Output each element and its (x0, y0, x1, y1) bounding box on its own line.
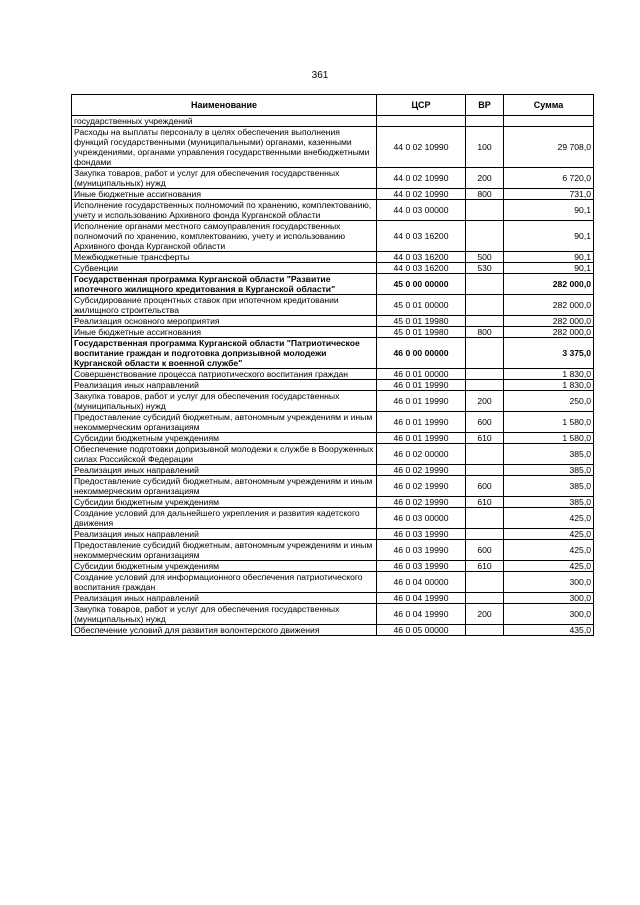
cell-sum: 6 720,0 (504, 168, 594, 189)
budget-table (71, 94, 594, 636)
cell-vr (466, 200, 504, 221)
cell-csr: 46 0 03 00000 (377, 508, 466, 529)
cell-sum: 1 580,0 (504, 412, 594, 433)
table-row (72, 593, 594, 604)
cell-sum: 300,0 (504, 593, 594, 604)
cell-vr: 600 (466, 476, 504, 497)
table-row (72, 127, 594, 168)
cell-name: Государственная программа Курганской области "Патриотическое воспитание граждан и подготовка допризывной молодежи Курганской области к военной службе" (72, 338, 377, 369)
cell-sum: 385,0 (504, 444, 594, 465)
cell-csr: 45 0 00 00000 (377, 274, 466, 295)
table-row (72, 380, 594, 391)
header-csr: ЦСР (377, 95, 466, 116)
cell-vr: 500 (466, 252, 504, 263)
cell-name: Межбюджетные трансферты (72, 252, 377, 263)
cell-csr: 46 0 01 19990 (377, 380, 466, 391)
table-row (72, 465, 594, 476)
table-row (72, 497, 594, 508)
table-row (72, 327, 594, 338)
cell-name: Совершенствование процесса патриотического воспитания граждан (72, 369, 377, 380)
cell-sum: 425,0 (504, 508, 594, 529)
cell-vr: 200 (466, 168, 504, 189)
cell-csr: 45 0 01 00000 (377, 295, 466, 316)
cell-vr (466, 295, 504, 316)
table-row (72, 168, 594, 189)
cell-sum: 385,0 (504, 476, 594, 497)
cell-csr: 44 0 03 16200 (377, 263, 466, 274)
cell-sum: 300,0 (504, 604, 594, 625)
cell-csr: 44 0 03 00000 (377, 200, 466, 221)
cell-csr: 46 0 01 00000 (377, 369, 466, 380)
cell-name: Государственная программа Курганской области "Развитие ипотечного жилищного кредитования в Курганской области" (72, 274, 377, 295)
cell-name: Реализация иных направлений (72, 380, 377, 391)
cell-csr: 46 0 05 00000 (377, 625, 466, 636)
cell-vr (466, 116, 504, 127)
cell-name: Создание условий для дальнейшего укрепления и развития кадетского движения (72, 508, 377, 529)
cell-csr: 46 0 04 19990 (377, 604, 466, 625)
table-row (72, 391, 594, 412)
table-row (72, 561, 594, 572)
cell-name: Реализация иных направлений (72, 465, 377, 476)
cell-vr: 530 (466, 263, 504, 274)
cell-csr: 46 0 01 19990 (377, 412, 466, 433)
cell-vr (466, 572, 504, 593)
cell-name: Реализация иных направлений (72, 529, 377, 540)
cell-name: Иные бюджетные ассигнования (72, 327, 377, 338)
cell-name: Исполнение органами местного самоуправления государственных полномочий по хранению, комплектованию, учету и использованию Архивного фонда Курганской области (72, 221, 377, 252)
cell-csr (377, 116, 466, 127)
cell-csr: 44 0 02 10990 (377, 168, 466, 189)
cell-vr (466, 380, 504, 391)
cell-name: Субсидии бюджетным учреждениям (72, 433, 377, 444)
cell-vr: 610 (466, 561, 504, 572)
cell-vr (466, 444, 504, 465)
cell-csr: 44 0 03 16200 (377, 221, 466, 252)
cell-csr: 46 0 02 19990 (377, 465, 466, 476)
cell-sum: 282 000,0 (504, 316, 594, 327)
cell-vr: 100 (466, 127, 504, 168)
cell-sum: 425,0 (504, 540, 594, 561)
cell-csr: 45 0 01 19980 (377, 316, 466, 327)
table-row (72, 189, 594, 200)
cell-csr: 46 0 01 19990 (377, 391, 466, 412)
cell-csr: 46 0 00 00000 (377, 338, 466, 369)
cell-csr: 46 0 02 19990 (377, 497, 466, 508)
cell-sum: 29 708,0 (504, 127, 594, 168)
cell-vr (466, 529, 504, 540)
header-sum: Сумма (504, 95, 594, 116)
cell-sum: 1 580,0 (504, 433, 594, 444)
cell-sum: 282 000,0 (504, 274, 594, 295)
cell-sum: 435,0 (504, 625, 594, 636)
table-header-row (72, 95, 594, 116)
cell-name: Предоставление субсидий бюджетным, автономным учреждениям и иным некоммерческим организациям (72, 540, 377, 561)
cell-sum: 250,0 (504, 391, 594, 412)
cell-csr: 46 0 04 19990 (377, 593, 466, 604)
cell-name: Исполнение государственных полномочий по хранению, комплектованию, учету и использованию Архивного фонда Курганской области (72, 200, 377, 221)
cell-vr: 800 (466, 189, 504, 200)
cell-name: Закупка товаров, работ и услуг для обеспечения государственных (муниципальных) нужд (72, 391, 377, 412)
table-row (72, 263, 594, 274)
table-row (72, 338, 594, 369)
cell-sum: 90,1 (504, 221, 594, 252)
header-vr: ВР (466, 95, 504, 116)
cell-name: Обеспечение условий для развития волонтерского движения (72, 625, 377, 636)
cell-sum: 90,1 (504, 200, 594, 221)
cell-csr: 46 0 03 19990 (377, 540, 466, 561)
table-row (72, 625, 594, 636)
cell-vr (466, 508, 504, 529)
cell-csr: 44 0 03 16200 (377, 252, 466, 263)
cell-name: Создание условий для информационного обеспечения патриотического воспитания граждан (72, 572, 377, 593)
cell-csr: 46 0 03 19990 (377, 529, 466, 540)
cell-name: Предоставление субсидий бюджетным, автономным учреждениям и иным некоммерческим организациям (72, 476, 377, 497)
table-row (72, 444, 594, 465)
cell-name: Предоставление субсидий бюджетным, автономным учреждениям и иным некоммерческим организациям (72, 412, 377, 433)
cell-sum: 300,0 (504, 572, 594, 593)
cell-sum: 3 375,0 (504, 338, 594, 369)
cell-name: Реализация иных направлений (72, 593, 377, 604)
cell-name: государственных учреждений (72, 116, 377, 127)
page-number: 361 (311, 70, 329, 81)
cell-vr: 600 (466, 540, 504, 561)
table-row (72, 221, 594, 252)
cell-vr: 610 (466, 433, 504, 444)
cell-vr (466, 625, 504, 636)
cell-csr: 46 0 02 00000 (377, 444, 466, 465)
table-row (72, 476, 594, 497)
cell-sum: 1 830,0 (504, 380, 594, 391)
cell-name: Закупка товаров, работ и услуг для обеспечения государственных (муниципальных) нужд (72, 168, 377, 189)
cell-sum (504, 116, 594, 127)
cell-vr (466, 465, 504, 476)
cell-name: Субсидии бюджетным учреждениям (72, 561, 377, 572)
cell-vr (466, 369, 504, 380)
cell-vr: 200 (466, 604, 504, 625)
cell-csr: 45 0 01 19980 (377, 327, 466, 338)
cell-vr (466, 593, 504, 604)
cell-csr: 44 0 02 10990 (377, 127, 466, 168)
cell-name: Субсидии бюджетным учреждениям (72, 497, 377, 508)
cell-name: Реализация основного мероприятия (72, 316, 377, 327)
cell-sum: 90,1 (504, 252, 594, 263)
table-row (72, 604, 594, 625)
cell-name: Субвенции (72, 263, 377, 274)
cell-sum: 425,0 (504, 529, 594, 540)
cell-sum: 1 830,0 (504, 369, 594, 380)
table-row (72, 572, 594, 593)
cell-csr: 46 0 03 19990 (377, 561, 466, 572)
cell-sum: 90,1 (504, 263, 594, 274)
table-row (72, 295, 594, 316)
cell-csr: 46 0 02 19990 (377, 476, 466, 497)
table-row (72, 200, 594, 221)
cell-vr: 610 (466, 497, 504, 508)
table-row (72, 274, 594, 295)
cell-csr: 44 0 02 10990 (377, 189, 466, 200)
table-row (72, 540, 594, 561)
cell-sum: 731,0 (504, 189, 594, 200)
table-body (72, 116, 594, 636)
table-row (72, 116, 594, 127)
table-row (72, 369, 594, 380)
cell-sum: 425,0 (504, 561, 594, 572)
cell-name: Обеспечение подготовки допризывной молодежи к службе в Вооруженных силах Российской Федерации (72, 444, 377, 465)
cell-vr: 800 (466, 327, 504, 338)
cell-name: Иные бюджетные ассигнования (72, 189, 377, 200)
cell-sum: 385,0 (504, 465, 594, 476)
cell-vr (466, 221, 504, 252)
cell-name: Расходы на выплаты персоналу в целях обеспечения выполнения функций государственными (муниципальными) органами, казенными учреждениями, органами управления государственными внебюджетными фондами (72, 127, 377, 168)
cell-vr (466, 338, 504, 369)
cell-vr: 200 (466, 391, 504, 412)
table-row (72, 433, 594, 444)
cell-csr: 46 0 01 19990 (377, 433, 466, 444)
cell-vr (466, 316, 504, 327)
table-row (72, 252, 594, 263)
cell-sum: 385,0 (504, 497, 594, 508)
header-name: Наименование (72, 95, 377, 116)
cell-sum: 282 000,0 (504, 295, 594, 316)
table-row (72, 529, 594, 540)
table-row (72, 316, 594, 327)
cell-csr: 46 0 04 00000 (377, 572, 466, 593)
cell-name: Закупка товаров, работ и услуг для обеспечения государственных (муниципальных) нужд (72, 604, 377, 625)
table-row (72, 508, 594, 529)
cell-sum: 282 000,0 (504, 327, 594, 338)
cell-name: Субсидирование процентных ставок при ипотечном кредитовании жилищного строительства (72, 295, 377, 316)
cell-vr (466, 274, 504, 295)
cell-vr: 600 (466, 412, 504, 433)
table-row (72, 412, 594, 433)
